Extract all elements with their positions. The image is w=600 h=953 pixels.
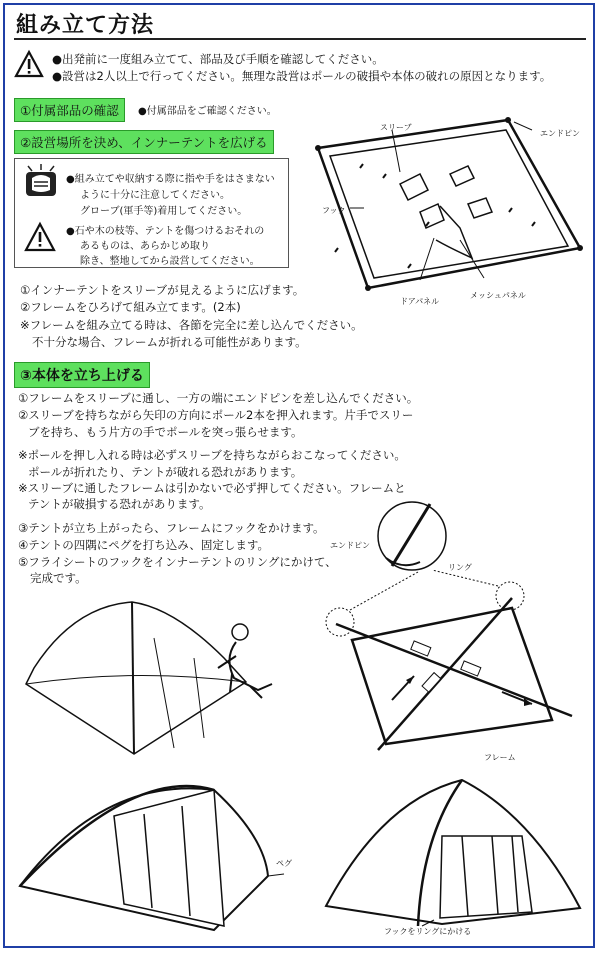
caution-ground-3: 除き、整地してから設営してください。 (80, 256, 260, 267)
warning-icon (14, 50, 44, 78)
pinched-hand-icon (22, 164, 60, 200)
step3-instruction-3: ブを持ち、もう片方の手でポールを突っ張らせます。 (28, 425, 303, 439)
warning-line-2: ●設営は2人以上で行ってください。無理な設営はポールの破損や本体の破れの原因となります。 (52, 69, 552, 83)
step3-note-2: ポールが折れたり、テントが破れる恐れがあります。 (28, 465, 303, 479)
label-door-panel: ドアパネル (400, 297, 440, 306)
frame-insertion-diagram (322, 580, 590, 770)
label-hook: フック (322, 206, 346, 215)
step3-instruction-2: ②スリーブを持ちながら矢印の方向にポール2本を押入れます。片手でスリー (18, 408, 414, 422)
caution-glove-3: グローブ(軍手等)着用してください。 (80, 206, 248, 217)
step2-badge: ②設営場所を決め、インナーテントを広げる (14, 130, 274, 154)
caution-glove-1: ●組み立てや収納する際に指や手をはさまない (66, 174, 275, 185)
step1-badge: ①付属部品の確認 (14, 98, 125, 122)
label-peg: ペグ (276, 859, 292, 868)
label-hook-ring: フックをリングにかける (384, 927, 472, 936)
step3-more-2: ④テントの四隅にペグを打ち込み、固定します。 (18, 538, 270, 552)
step3-instruction-1: ①フレームをスリーブに通し、一方の端にエンドピンを差し込んでください。 (18, 391, 419, 405)
step3-badge: ③本体を立ち上げる (14, 362, 150, 388)
step2-instruction-1: ①インナーテントをスリーブが見えるように広げます。 (20, 283, 305, 297)
endpin-detail (362, 496, 452, 576)
step3-more-1: ③テントが立ち上がったら、フレームにフックをかけます。 (18, 521, 325, 535)
label-mesh-panel: メッシュパネル (470, 291, 526, 300)
label-sleeve: スリーブ (380, 123, 412, 132)
step3-more-4: 完成です。 (30, 571, 87, 585)
step3-more-3: ⑤フライシートのフックをインナーテントのリングにかけて、 (18, 555, 337, 569)
tent-raising-illustration (14, 598, 304, 768)
label-endpin: エンドピン (540, 129, 580, 138)
label-ring: リング (448, 563, 472, 572)
step2-instruction-2: ②フレームをひろげて組み立てます。(2本) (20, 300, 241, 314)
finished-tent-right (322, 776, 588, 936)
step3-note-4: テントが破損する恐れがあります。 (28, 497, 211, 511)
step2-instruction-3: ※フレームを組み立てる時は、各節を完全に差し込んでください。 (20, 318, 363, 332)
step3-note-1: ※ポールを押し入れる時は必ずスリーブを持ちながらおこなってください。 (18, 448, 406, 462)
caution-glove-2: ように十分に注意してください。 (80, 190, 230, 201)
step2-instruction-4: 不十分な場合、フレームが折れる可能性があります。 (32, 335, 307, 349)
caution-ground-2: あるものは、あらかじめ取り (80, 241, 210, 252)
step3-note-3: ※スリーブに通したフレームは引かないで必ず押してください。フレームと (18, 481, 406, 495)
warning-icon (24, 222, 56, 252)
page-title: 組み立て方法 (16, 13, 155, 38)
step1-note: ●付属部品をご確認ください。 (138, 106, 277, 117)
warning-line-1: ●出発前に一度組み立てて、部品及び手順を確認してください。 (52, 52, 384, 66)
finished-tent-left (14, 776, 284, 936)
label-frame: フレーム (484, 753, 516, 762)
caution-ground-1: ●石や木の枝等、テントを傷つけるおそれの (66, 226, 265, 237)
label-endpin-detail: エンドピン (330, 541, 370, 550)
title-rule (14, 38, 586, 40)
